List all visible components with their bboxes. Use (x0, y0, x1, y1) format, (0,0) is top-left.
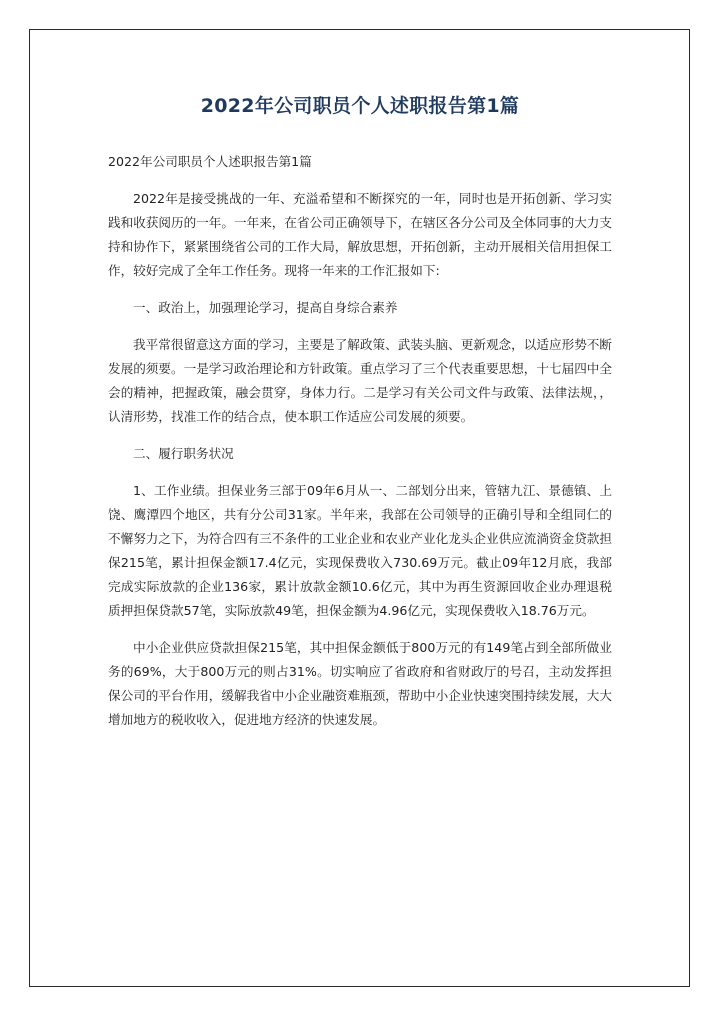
document-subtitle: 2022年公司职员个人述职报告第1篇 (108, 154, 312, 169)
paragraph-study: 我平常很留意这方面的学习，主要是了解政策、武装头脑、更新观念，以适应形势不断发展的须要。一是学习政治理论和方针政策。重点学习了三个代表重要思想，十七届四中全会的精神，把握政策，融会贯穿，身体力行。二是学习有关公司文件与政策、法律法规，，认清形势，找准工作的结合点，使本职工作适应公司发展的须要。 (108, 337, 612, 424)
paragraph-performance: 1、工作业绩。担保业务三部于09年6月从一、二部划分出来，管辖九江、景德镇、上饶、鹰潭四个地区，共有分公司31家。半年来，我部在公司领导的正确引导和全组同仁的不懈努力之下，为符合四有三不条件的工业企业和农业产业化龙头企业供应流淌资金贷款担保215笔，累计担保金额17.4亿元，实现保费收入730.69万元。截止09年12月底，我部完成实际放款的企业136家，累计放款金额10.6亿元，其中为再生资源回收企业办理退税质押担保贷款57笔，实际放款49笔，担保金额为4.96亿元，实现保费收入18.76万元。 (108, 483, 612, 618)
paragraph-sme-loans: 中小企业供应贷款担保215笔，其中担保金额低于800万元的有149笔占到全部所做业务的69%，大于800万元的则占31%。切实响应了省政府和省财政厅的号召，主动发挥担保公司的平台作用，缓解我省中小企业融资难瓶颈，帮助中小企业快速突围持续发展，大大增加地方的税收收入，促进地方经济的快速发展。 (108, 640, 612, 727)
section-heading-duties: 二、履行职务状况 (133, 446, 234, 461)
paragraph-intro: 2022年是接受挑战的一年、充溢希望和不断探究的一年，同时也是开拓创新、学习实践和收获阅历的一年。一年来，在省公司正确领导下，在辖区各分公司及全体同事的大力支持和协作下，紧紧围绕省公司的工作大局，解放思想，开拓创新，主动开展相关信用担保工作，较好完成了全年工作任务。现将一年来的工作汇报如下: (108, 191, 612, 278)
document-title: 2022年公司职员个人述职报告第1篇 (200, 95, 520, 117)
document-body (108, 150, 612, 745)
section-heading-political: 一、政治上，加强理论学习，提高自身综合素养 (133, 300, 398, 315)
